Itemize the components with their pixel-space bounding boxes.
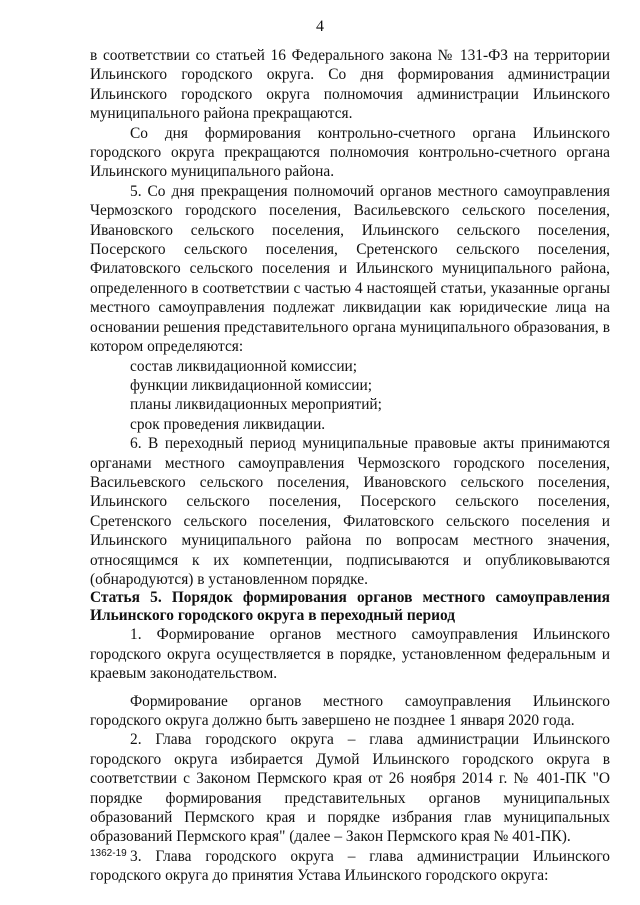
paragraph: 1. Формирование органов местного самоуправления Ильинского городского округа осуществляется в порядке, установленном федеральным и краевым законодательством. bbox=[90, 626, 610, 683]
paragraph: Формирование органов местного самоуправления Ильинского городского округа должно быть завершено не позднее 1 января 2020 года. bbox=[90, 692, 610, 729]
paragraph: 5. Со дня прекращения полномочий органов местного самоуправления Чермозского городского поселения, Васильевского сельского поселения, Ивановского сельского поселения, Ильинского сельского поселения, Посерского сельского поселения, Сретенского сельского поселения, Филатовского сельского поселения и Ильинского муниципального района, определенного в соответствии с частью 4 настоящей статьи, указанные органы местного самоуправления подлежат ликвидации как юридические лица на основании решения представительного органа муниципального образования, в котором определяются: bbox=[90, 182, 610, 356]
list-item: функции ликвидационной комиссии; bbox=[130, 376, 373, 394]
list-item: срок проведения ликвидации. bbox=[130, 415, 326, 433]
document-body bbox=[90, 46, 610, 886]
paragraph: 3. Глава городского округа – глава администрации Ильинского городского округа до принятия Устава Ильинского городского округа: bbox=[90, 847, 610, 885]
article-heading: Статья 5. Порядок формирования органов местного самоуправления Ильинского городского округа в переходный период bbox=[90, 589, 610, 625]
list-item: состав ликвидационной комиссии; bbox=[130, 357, 358, 375]
paragraph: 2. Глава городского округа – глава администрации Ильинского городского округа избирается Думой Ильинского городского округа в соответствии с Законом Пермского края от 26 ноября 2014 г. № 401-ПК "О порядке формирования представительных органов муниципальных образований Пермского края и порядке избрания глав муниципальных образований Пермского края" (далее – Закон Пермского края № 401-ПК). bbox=[90, 731, 610, 846]
page-number: 4 bbox=[316, 18, 324, 35]
list-item: планы ликвидационных мероприятий; bbox=[130, 396, 382, 414]
spacer bbox=[90, 684, 610, 692]
document-code: 1362-19 bbox=[90, 848, 127, 859]
paragraph: Со дня формирования контрольно-счетного органа Ильинского городского округа прекращаются полномочия контрольно-счетного органа Ильинского муниципального района. bbox=[90, 124, 610, 181]
paragraph: в соответствии со статьей 16 Федерального закона № 131-ФЗ на территории Ильинского городского округа. Со дня формирования администрации Ильинского городского округа полномочия администрации Ильинского муниципального района прекращаются. bbox=[90, 47, 610, 123]
paragraph: 6. В переходный период муниципальные правовые акты принимаются органами местного самоуправления Чермозского городского поселения, Васильевского сельского поселения, Ивановского сельского поселения, Ильинского сельского поселения, Посерского сельского поселения, Сретенского сельского поселения, Филатовского сельского поселения и Ильинского муниципального района по вопросам местного значения, относящимся к их компетенции, подписываются и опубликовываются (обнародуются) в установленном порядке. bbox=[90, 435, 610, 588]
